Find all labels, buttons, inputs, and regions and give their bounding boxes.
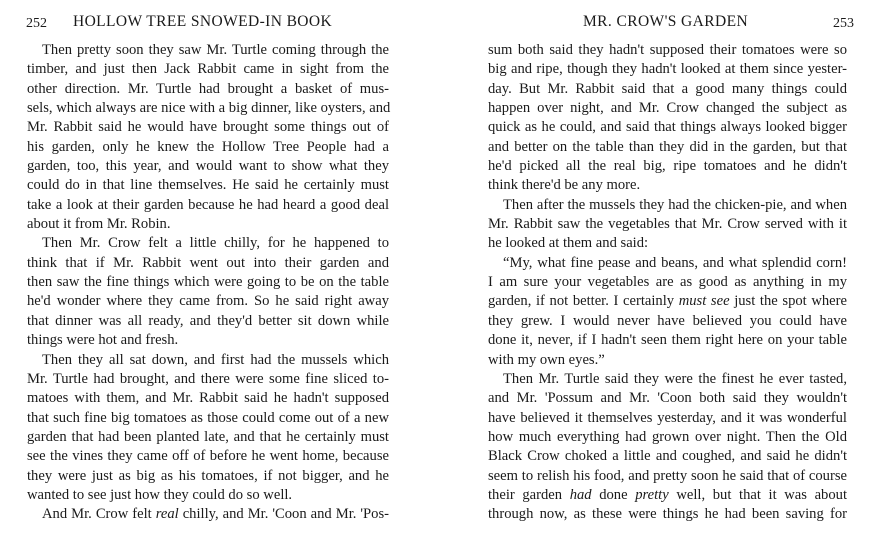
text-line: Mr. Rabbit saw the vegetables that Mr. Crow served with it: [488, 216, 847, 233]
italic-text: pretty: [635, 486, 669, 503]
text-line: other direction. Mr. Turtle had brought a basket of mus-: [27, 80, 389, 97]
running-head: MR. CROW'S GARDEN: [583, 13, 749, 30]
text-line: day. But Mr. Rabbit said that a good many things could: [488, 80, 847, 97]
text-line: Then they all sat down, and first had the mussels which: [42, 351, 389, 368]
text-line: Mr. Turtle had brought, and there were some fine sliced to-: [27, 370, 389, 387]
text-run: well, but that it was about: [668, 486, 847, 503]
text-line: and better on the table than they did in the garden, but that: [488, 138, 847, 155]
text-line: Then after the mussels they had the chicken-pie, and when: [503, 196, 847, 213]
text-line: I am sure your vegetables are as good as anything in my: [488, 274, 847, 291]
text-line: done it, never, if I hadn't seen them right here on your table: [488, 332, 847, 349]
italic-text: must see: [678, 293, 730, 310]
body-text: [488, 41, 847, 525]
italic-text: had: [569, 486, 592, 503]
text-line: his garden, only he knew the Hollow Tree People had a: [27, 138, 389, 155]
text-line: think that if Mr. Rabbit went out into their garden and: [27, 254, 389, 271]
text-line: with my own eyes.”: [488, 351, 605, 368]
text-line: Mr. Rabbit said he would have brought some things out of: [27, 119, 389, 136]
text-line: how much everything had grown over night. Then the Old: [488, 428, 847, 445]
text-line: [27, 505, 389, 524]
text-run: garden, if not better. I certainly: [488, 293, 679, 310]
text-line: take a look at their garden because he had heard a good deal: [27, 196, 389, 213]
text-line: timber, and just then Jack Rabbit came in sight from the: [27, 61, 389, 78]
page-number: 253: [833, 16, 854, 31]
text-line: matoes with them, and Mr. Rabbit said he hadn't supposed: [27, 390, 389, 407]
right-page: [440, 0, 878, 555]
text-line: wanted to see just how they could do so well.: [27, 486, 293, 503]
text-line: sum both said they hadn't supposed their tomatoes were so: [488, 42, 847, 58]
text-line: he'd wonder where they came from. So he said right away: [27, 293, 389, 310]
text-line: things were hot and fresh.: [27, 332, 179, 349]
text-line: have believed it themselves yesterday, and it was wonderful: [488, 409, 847, 426]
text-line: and Mr. 'Possum and Mr. 'Coon both said they wouldn't: [488, 390, 847, 407]
text-line: through now, as these were things he had been saving for: [488, 506, 847, 523]
running-head: HOLLOW TREE SNOWED-IN BOOK: [73, 13, 333, 30]
italic-text: real: [155, 506, 179, 523]
text-line: [488, 292, 847, 311]
text-line: seem to relish his food, and pretty soon he said that of course: [488, 467, 847, 484]
text-line: happen over night, and Mr. Crow changed the subject as: [488, 100, 847, 117]
text-run: their garden: [488, 486, 570, 503]
text-line: that such fine big tomatoes as those could come out of a new: [27, 409, 389, 426]
text-line: see the vines they came off of before he went home, because: [27, 448, 389, 465]
text-line: Black Crow choked a little and coughed, and said he didn't: [488, 448, 847, 465]
text-line: about it from Mr. Robin.: [27, 216, 171, 233]
text-line: sels, which always are nice with a big dinner, like oysters, and: [27, 100, 391, 117]
text-line: they were just as big as his tomatoes, if not bigger, and he: [27, 467, 389, 484]
text-line: garden, too, this year, and would want to show what they: [27, 158, 389, 175]
text-line: think there'd be any more.: [488, 177, 641, 194]
text-line: that dinner was all ready, and they'd better sit down while: [27, 312, 389, 329]
text-line: then saw the fine things which were going to be on the table: [27, 274, 389, 291]
text-line: quick as he could, and said that things always looked bigger: [488, 119, 847, 136]
text-line: Then Mr. Turtle said they were the finest he ever tasted,: [503, 370, 847, 387]
body-text: [27, 41, 389, 525]
text-run: And Mr. Crow felt: [42, 506, 156, 523]
text-line: Then Mr. Crow felt a little chilly, for he happened to: [42, 235, 389, 252]
text-line: Then pretty soon they saw Mr. Turtle coming through the: [42, 42, 389, 58]
text-run: just the spot where: [729, 293, 847, 310]
text-line: could do in that line themselves. He said he certainly must: [27, 177, 389, 194]
text-run: chilly, and Mr. 'Coon and Mr. 'Pos-: [178, 506, 389, 523]
text-line: [488, 486, 847, 505]
text-line: garden that had been planted late, and that he certainly must: [27, 428, 389, 445]
text-line: he looked at them and said:: [488, 235, 649, 252]
text-line: big and ripe, though they hadn't looked at them since yester-: [488, 61, 847, 78]
text-line: he'd picked all the real big, ripe tomatoes and he didn't: [488, 158, 847, 175]
text-line: they grew. I would never have believed you could have: [488, 312, 847, 329]
text-line: “My, what fine pease and beans, and what splendid corn!: [503, 254, 847, 271]
page-number: 252: [26, 16, 47, 31]
text-run: done: [591, 486, 636, 503]
